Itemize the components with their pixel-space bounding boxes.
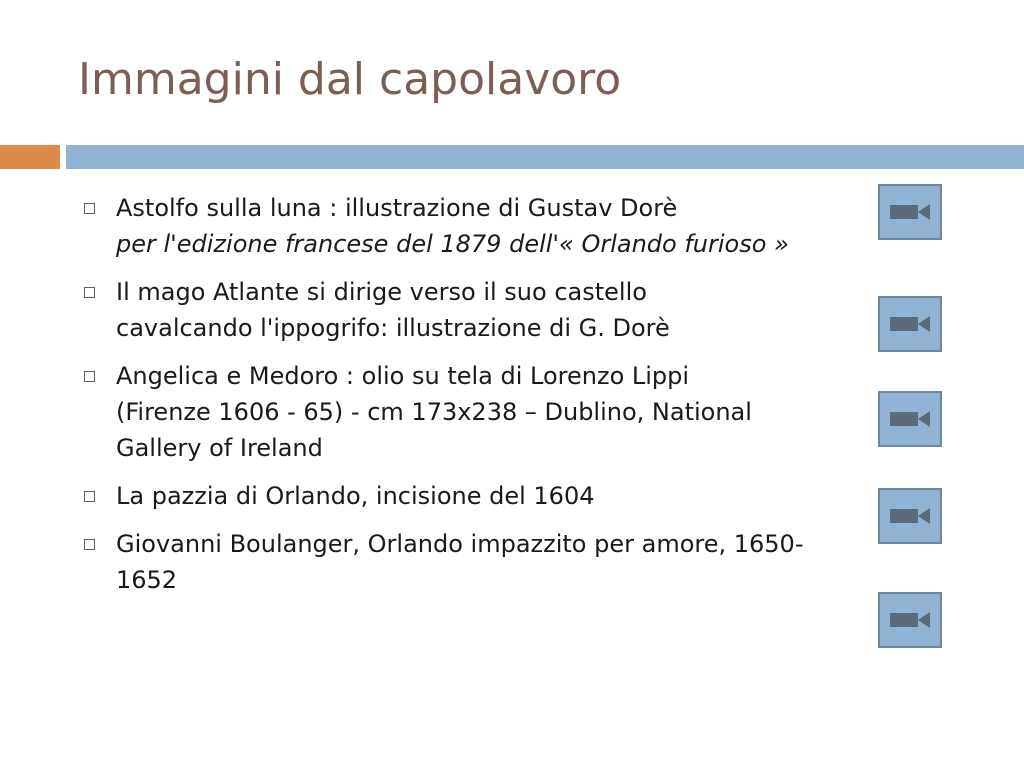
bullet-text: (Firenze 1606 - 65) - cm 173x238 – Dublino, National [116,398,752,426]
accent-bar-blue [66,145,1024,169]
slide-title: Immagini dal capolavoro [78,54,622,105]
bullet-item-astolfo [78,190,878,262]
video-camera-icon [888,200,932,224]
bullet-text: Angelica e Medoro : olio su tela di Lorenzo Lippi [116,362,690,390]
bullet-text: La pazzia di Orlando, incisione del 1604 [116,482,595,510]
bullet-text: per l'edizione francese del 1879 dell'« Orlando furioso » [116,230,789,258]
bullet-text: 1652 [116,566,178,594]
video-camera-icon [888,504,932,528]
bullet-text: cavalcando l'ippogrifo: illustrazione di G. Dorè [116,314,670,342]
bullet-item-atlante [78,274,878,346]
bullet-text: Il mago Atlante si dirige verso il suo castello [116,278,647,306]
video-camera-icon [888,407,932,431]
square-bullet-icon [84,287,95,298]
video-button-atlante[interactable] [878,296,942,352]
square-bullet-icon [84,539,95,550]
square-bullet-icon [84,491,95,502]
bullet-text: Astolfo sulla luna : illustrazione di Gustav Dorè [116,194,678,222]
bullet-text: Giovanni Boulanger, Orlando impazzito per amore, 1650- [116,530,804,558]
accent-bar-orange [0,145,60,169]
bullet-item-angelica [78,358,878,466]
bullet-item-pazzia [78,478,878,514]
video-button-angelica[interactable] [878,391,942,447]
square-bullet-icon [84,371,95,382]
video-button-astolfo[interactable] [878,184,942,240]
video-button-pazzia[interactable] [878,488,942,544]
bullet-list [78,190,878,610]
video-button-boulanger[interactable] [878,592,942,648]
video-camera-icon [888,312,932,336]
video-camera-icon [888,608,932,632]
bullet-text: Gallery of Ireland [116,434,323,462]
bullet-item-boulanger [78,526,878,598]
square-bullet-icon [84,203,95,214]
